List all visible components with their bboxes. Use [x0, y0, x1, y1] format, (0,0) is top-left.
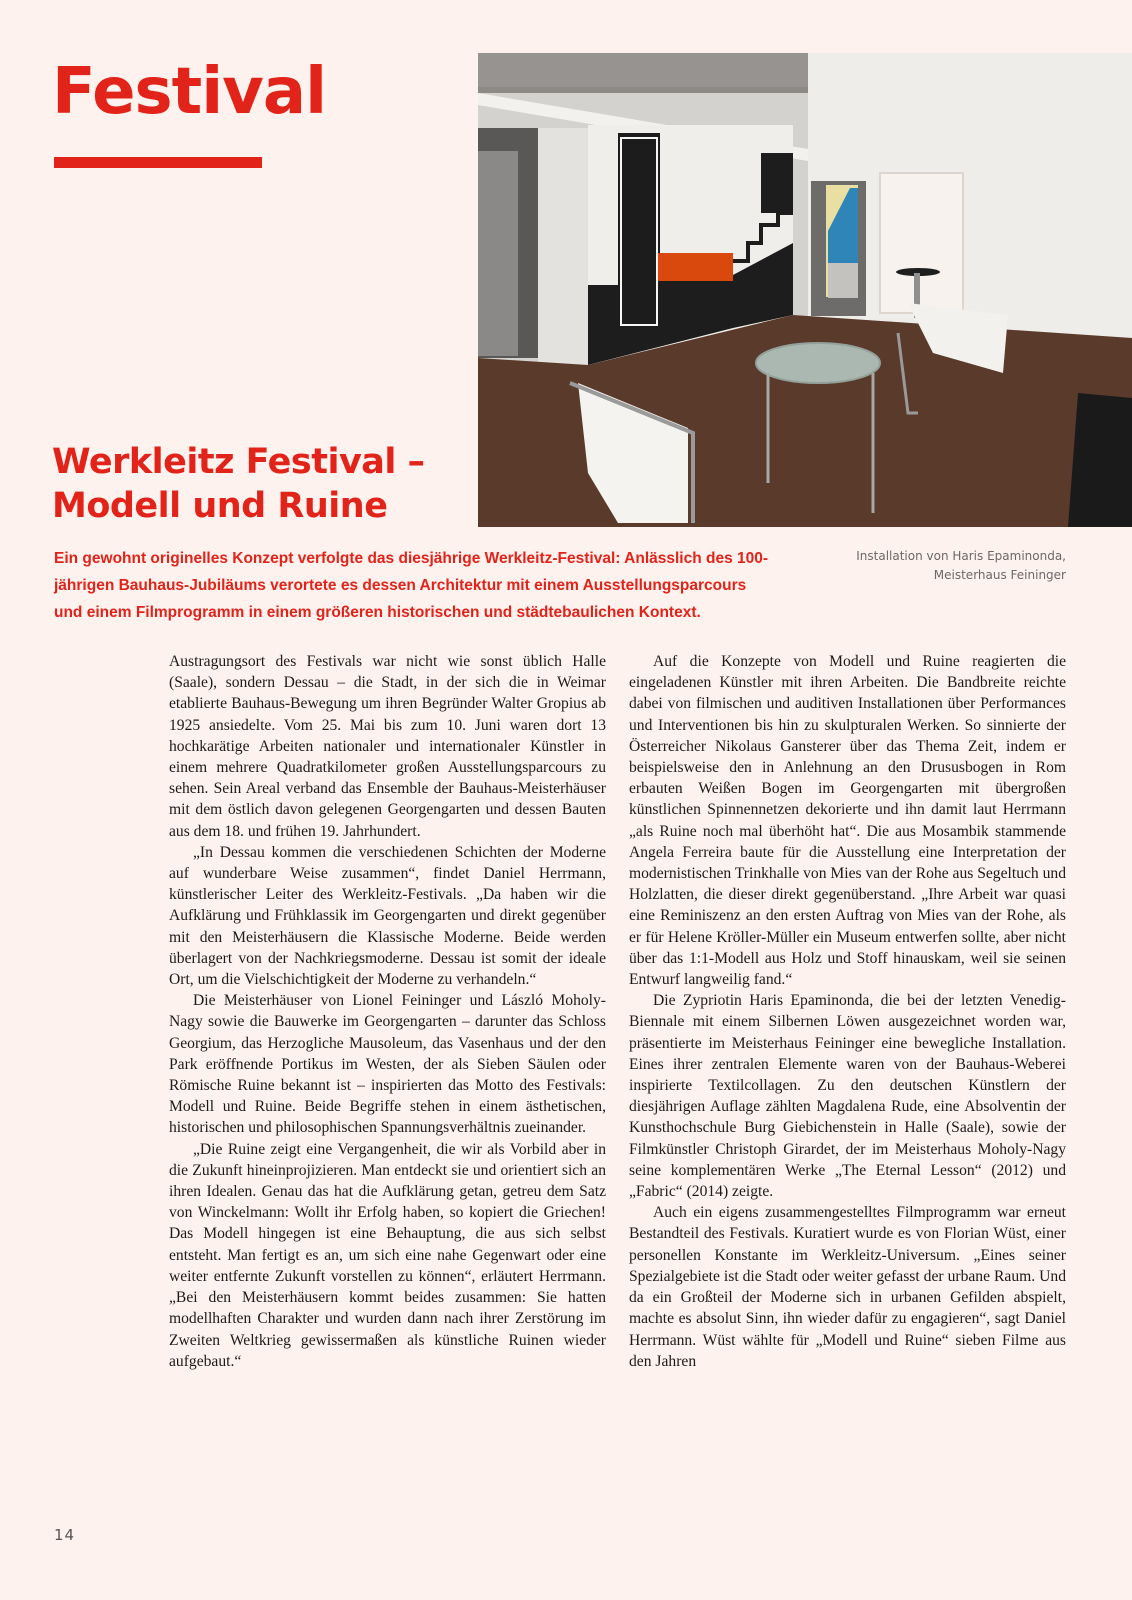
body-paragraph: Auf die Konzepte von Modell und Ruine reagierten die eingeladenen Künstler mit ihren Arbeiten. Die Bandbreite reichte dabei von filmischen und auditiven Installationen über Performances und Interventionen bis hin zu skulpturalen Werken. So sinnierte der Österreicher Nikolaus Gansterer über das Thema Zeit, indem er beispielsweise den in Anlehnung an den Drususbogen in Rom erbauten Weißen Bogen im Georgengarten mit übergroßen künstlichen Spinnennetzen dekorierte und ihn damit laut Herrmann „als Ruine noch mal überhöht hat“. Die aus Mosambik stammende Angela Ferreira baute für die Ausstellung eine Interpretation der modernistischen Trinkhalle von Mies van der Rohe aus Segeltuch und Holzlatten, die dieser direkt gegenüberstand. „Ihre Arbeit war quasi eine Reminiszenz an den ersten Auftrag von Mies van der Rohe, als er für Helene Kröller-Müller ein Museum entwerfen sollte, aber nicht über das 1:1-Modell aus Holz und Stoff hinauskam, weil sie seinen Entwurf langweilig fand.“: [629, 653, 1066, 989]
section-title: Festival: [52, 55, 326, 129]
body-paragraph: Austragungsort des Festivals war nicht wie sonst üblich Halle (Saale), sondern Dessau – die Stadt, in der sich die in Weimar etablierte Bauhaus-Bewegung um ihren Begründer Walter Gropius ab 1925 ansiedelte. Vom 25. Mai bis zum 10. Juni waren dort 13 hochkarätige Arbeiten nationaler und internationaler Künstler in einem mehrere Quadratkilometer großen Ausstellungsparcours zu sehen. Sein Areal verband das Ensemble der Bauhaus-Meisterhäuser mit dem östlich davon gelegenen Georgengarten und dessen Bauten aus dem 18. und frühen 19. Jahrhundert.: [169, 653, 606, 840]
photo-caption-line-1: Installation von Haris Epaminonda,: [856, 549, 1066, 563]
body-paragraph: Die Zypriotin Haris Epaminonda, die bei der letzten Venedig-Biennale mit einem Silbernen Löwen ausgezeichnet worden war, präsentierte im Meisterhaus Feininger eine bewegliche Installation. Eines ihrer zentralen Elemente waren von der Bauhaus-Weberei inspirierte Textilcollagen. Zu den deutschen Künstlern der diesjährigen Auflage zählten Magdalena Rude, eine Absolventin der Kunsthochschule Burg Giebichenstein in Halle (Saale), sowie der Filmkünstler Christoph Girardet, der im Meisterhaus Moholy-Nagy seine komplementären Werke „The Eternal Lesson“ (2012) und „Fabric“ (2014) zeigte.: [629, 992, 1066, 1201]
article-headline: Werkleitz Festival – Modell und Ruine: [52, 442, 425, 526]
article-lead: Ein gewohnt originelles Konzept verfolgte das diesjährige Werkleitz-Festival: Anlässlich des 100-jährigen Bauhaus-Jubiläums verortete es dessen Architektur mit einem Ausstellungsparcours und einem Filmprogramm in einem größeren historischen und städtebaulichen Kontext.: [54, 550, 769, 621]
body-paragraph: „In Dessau kommen die verschiedenen Schichten der Moderne auf wunderbare Weise zusammen“, findet Daniel Herrmann, künstlerischer Leiter des Werkleitz-Festivals. „Da haben wir die Aufklärung und Frühklassik im Georgengarten und direkt gegenüber mit den Meisterhäusern die Klassische Moderne. Beide werden überlagert von der Nachkriegsmoderne. Dessau ist somit der ideale Ort, um die Vielschichtigkeit der Moderne zu verhandeln.“: [169, 843, 606, 989]
body-paragraph: Die Meisterhäuser von Lionel Feininger und László Moholy-Nagy sowie die Bauwerke im Georgengarten – darunter das Schloss Georgium, das Herzogliche Mausoleum, das Vasenhaus und der den Park eröffnende Portikus im Westen, der als Sieben Säulen oder Römische Ruine bekannt ist – inspirierten das Motto des Festivals: Modell und Ruine. Beide Begriffe stehen in einem ästhetischen, historischen und philosophischen Spannungsverhältnis zueinander.: [169, 992, 606, 1137]
body-paragraph: „Die Ruine zeigt eine Vergangenheit, die wir als Vorbild aber in die Zukunft hineinprojizieren. Man entdeckt sie und orientiert sich an ihren Idealen. Genau das hat die Aufklärung getan, getreu dem Satz von Winckelmann: Wollt ihr Erfolg haben, so kopiert die Griechen! Das Modell hingegen ist eine Behauptung, die aus sich selbst entsteht. Man fertigt es an, um sich eine nahe Gegenwart oder eine weiter entfernte Zukunft vorstellen zu können“, erläutert Herrmann. „Bei den Meisterhäusern kommt beides zusammen: Sie hatten modellhaften Charakter und wurden dann nach ihrer Zerstörung im Zweiten Weltkrieg gewissermaßen als künstliche Ruinen wieder aufgebaut.“: [169, 1140, 606, 1370]
photo-caption: [806, 547, 1066, 585]
body-column-left: [169, 651, 606, 1372]
body-column-right: [629, 651, 1066, 1372]
article-photo: [478, 53, 1132, 527]
photo-caption-line-2: Meisterhaus Feininger: [933, 568, 1066, 582]
body-paragraph: Auch ein eigens zusammengestelltes Filmprogramm war erneut Bestandteil des Festivals. Kuratiert wurde es von Florian Wüst, einer personellen Konstante im Werkleitz-Universum. „Eines seiner Spezialgebiete ist die Stadt oder weiter gefasst der urbane Raum. Und da ein Großteil der Moderne sich in urbanen Gefilden abspielt, machte es absolut Sinn, ihn wieder dafür zu engagieren“, sagt Daniel Herrmann. Wüst wählte für „Modell und Ruine“ sieben Filme aus den Jahren: [629, 1204, 1066, 1370]
title-rule: [54, 157, 262, 168]
page-number: 14: [54, 1526, 76, 1544]
